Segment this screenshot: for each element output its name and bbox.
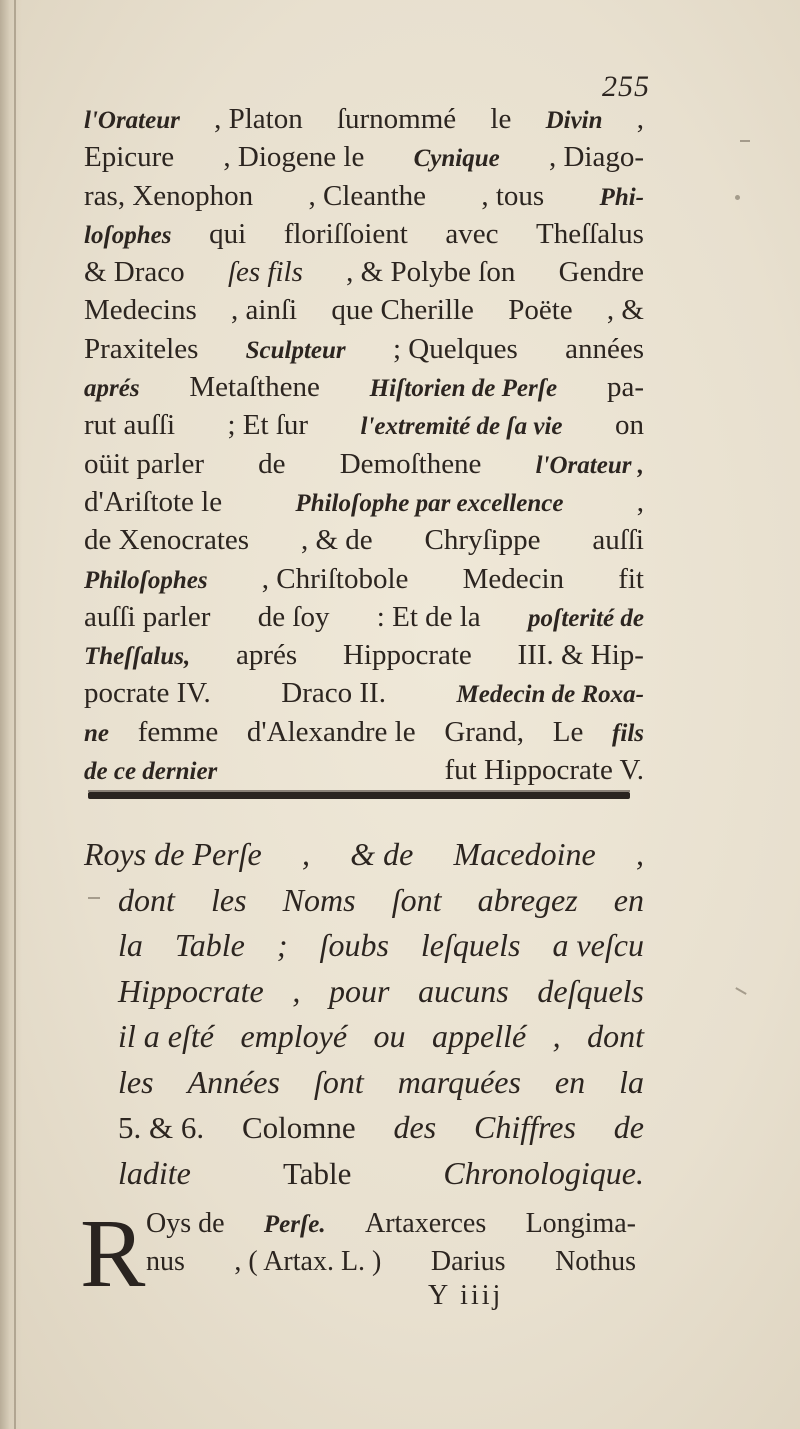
text-segment: abregez [477,881,578,918]
text-segment: ou [373,1018,406,1054]
text-line [84,368,644,406]
text-segment: , tous [481,179,545,212]
text-segment: Epicure [84,141,175,174]
text-segment: de [613,1109,644,1145]
text-segment: rut auſſi [84,409,176,442]
text-segment: , [301,836,310,872]
text-segment: leſquels [420,927,521,963]
text-segment: , Platon [214,103,303,135]
text-line [84,1014,644,1060]
text-segment: le [490,103,512,135]
text-line [84,521,644,559]
text-segment: Artaxerces [364,1208,487,1239]
page-number: 255 [602,70,650,103]
text-segment: ; Et ſur [227,409,309,442]
text-line [84,215,644,253]
text-segment: aprés [84,375,140,403]
text-line [84,598,644,636]
text-segment: Hippocrate [118,972,264,1009]
text-line [84,1105,644,1151]
text-segment: 5. & 6. [118,1110,205,1145]
text-segment: Darius [430,1246,506,1277]
text-segment: Cynique [413,145,500,173]
text-segment: Medecin [462,562,565,595]
text-line [146,1243,636,1281]
text-line [84,713,644,751]
text-segment: Sculpteur [245,336,346,364]
text-segment: , [635,836,644,872]
text-line [84,674,644,712]
text-segment: d'Alexandre le [246,715,416,748]
paper-speck [88,897,100,899]
text-segment: Colomne [241,1110,356,1145]
text-segment: Theſſalus, [84,643,191,671]
text-line [84,636,644,674]
paper-speck [740,140,750,142]
text-segment: avec [445,217,499,250]
text-line [84,291,644,329]
paper-speck [735,195,740,200]
text-segment: Table [174,927,245,963]
text-segment: ras, Xenophon [84,179,254,212]
text-segment: dont [587,1018,644,1054]
text-segment: Philoſophe par excellence [295,489,564,517]
text-line [84,253,644,291]
text-segment: Metaſthene [189,371,320,404]
text-segment: Oys de [146,1208,225,1239]
text-segment: fut Hippocrate V. [444,754,644,787]
text-segment: Poëte [508,294,573,327]
text-segment: ; [276,927,288,963]
text-line [84,560,644,598]
text-segment: , [636,485,644,518]
signature-mark: Y iiij [428,1280,504,1311]
text-segment: Chiffres [473,1109,576,1145]
text-segment: Draco II. [281,677,386,710]
text-segment: on [614,409,644,442]
text-segment: dont [118,881,175,918]
text-segment: des [393,1109,437,1145]
text-segment: fils [612,719,644,747]
text-segment: , & [606,294,644,327]
text-segment: Demoſthene [339,447,482,480]
page-gutter-shadow [0,0,22,1429]
text-segment: l'Orateur , [535,451,644,479]
text-line [84,832,644,878]
text-segment: il a eſté [118,1018,214,1054]
text-line [146,1205,636,1243]
text-line [84,483,644,521]
text-segment: Theſſalus [536,217,644,250]
text-segment: la [118,927,143,963]
text-line [84,751,644,789]
text-segment: Chronologique. [443,1154,644,1191]
text-segment: aprés [236,639,298,672]
text-segment: Medecin de Roxa- [456,681,644,709]
text-segment: a veſcu [552,927,644,963]
text-segment: , [552,1018,561,1054]
text-segment: Philoſophes [84,566,208,594]
text-segment: l'extremité de ſa vie [360,413,563,441]
text-segment: auſſi [592,524,644,557]
final-paragraph [146,1205,636,1281]
text-segment: employé [240,1018,348,1054]
text-line [84,138,644,176]
text-segment: de Xenocrates [84,524,250,557]
text-segment: de [258,447,286,480]
text-segment: , & Polybe ſon [346,256,516,289]
text-segment: , [636,103,644,135]
text-segment: de ſoy [257,600,330,633]
text-segment: & Draco [84,256,185,289]
paper-speck [735,987,746,995]
text-segment: qui [209,217,247,250]
text-segment: ſont [391,881,442,918]
text-segment: , ainſi [231,294,298,327]
text-segment: auſſi parler [84,600,211,633]
text-segment: aucuns [418,972,509,1009]
text-line [84,969,644,1015]
text-segment: III. & Hip- [517,639,644,672]
text-segment: années [565,332,644,365]
text-segment: oüit parler [84,447,204,480]
body-paragraph [84,100,644,789]
text-segment: les [118,1063,154,1100]
text-segment: Gendre [558,256,644,289]
text-segment: Macedoine [453,836,596,872]
text-segment: pour [329,972,390,1009]
section-divider-rule [88,792,630,799]
text-segment: Divin [545,107,603,134]
text-segment: Noms [282,881,356,918]
text-line [84,100,644,138]
text-segment: floriſſoient [283,217,408,250]
text-segment: en [554,1063,586,1100]
text-segment: deſquels [537,972,644,1009]
text-segment: , & de [300,524,373,557]
text-segment: la [619,1063,644,1100]
text-line [84,330,644,368]
text-segment: Longima- [525,1208,636,1239]
text-segment: Roys de Perſe [84,836,262,872]
text-segment: poſterité de [528,604,644,632]
text-segment: Medecins [84,294,197,327]
text-segment: Praxiteles [84,332,199,365]
text-segment: en [613,881,644,918]
text-segment: appellé [431,1018,527,1054]
text-line [84,177,644,215]
text-segment: : Et de la [376,600,481,633]
text-segment: loſophes [84,221,172,249]
text-segment: ſes fils [227,256,303,289]
text-segment: , Diogene le [223,141,365,174]
text-segment: pocrate IV. [84,677,211,710]
text-line [84,878,644,924]
text-segment: d'Ariſtote le [84,485,223,518]
text-line [84,923,644,969]
text-segment: les [211,881,247,918]
text-segment: & de [350,836,414,872]
text-segment: , Cleanthe [308,179,427,212]
text-segment: femme [137,715,219,748]
text-segment: ſoubs [319,927,389,963]
text-segment: ; Quelques [392,332,518,365]
text-segment: Grand, [444,715,525,748]
text-segment: Hippocrate [342,639,472,672]
text-line [84,406,644,444]
text-line [84,1151,644,1197]
text-segment: , Diago- [548,141,644,174]
text-segment: , Chriſtobole [261,562,409,595]
text-segment: pa- [606,371,644,404]
text-segment: de ce dernier [84,758,218,786]
drop-cap: R [80,1200,146,1308]
text-segment: , ( Artax. L. ) [234,1246,382,1277]
text-segment: Phi- [599,183,644,211]
text-segment: Perſe. [263,1211,326,1238]
gutter-edge [14,0,16,1429]
text-line [84,445,644,483]
text-segment: ſont [313,1063,364,1100]
text-segment: que Cherille [331,294,474,327]
text-segment: Années [187,1063,280,1100]
text-segment: l'Orateur [84,107,180,134]
text-segment: Le [552,715,584,748]
text-segment: ne [84,719,109,747]
text-line [84,1060,644,1106]
text-segment: marquées [397,1063,521,1100]
text-segment: ſurnommé [336,103,457,135]
text-segment: ladite [118,1154,191,1191]
text-segment: Table [282,1155,352,1191]
text-segment: fit [618,562,644,595]
text-segment: Hiſtorien de Perſe [369,375,558,403]
section-heading [84,832,644,1196]
text-segment: nus [146,1246,185,1277]
text-segment: Nothus [555,1246,636,1277]
text-segment: , [292,972,301,1009]
text-segment: Chryſippe [424,524,541,557]
